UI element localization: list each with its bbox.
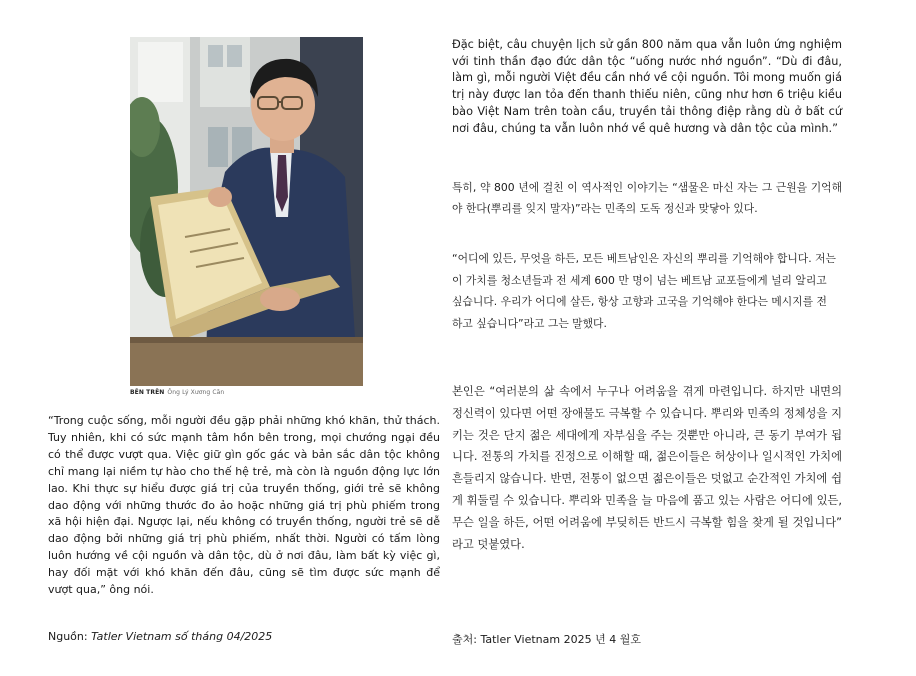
caption-label: BÊN TRÊN	[130, 389, 165, 396]
korean-paragraph-3: 본인은 “여러분의 삶 속에서 누구나 어려움을 겪게 마련입니다. 하지만 내면의 정신력이 있다면 어떤 장애물도 극복할 수 있습니다. 뿌리와 민족의 정체성을 지키는 것은 단지 젊은 세대에게 자부심을 주는 것뿐만 아니라, 큰 동기 부여가 됩니다. 전통의 가치를 진정으로 이해할 때, 젊은이들은 허상이나 일시적인 가치에 흔들리지 않습니다. 반면, 전통이 없으면 젊은이들은 덧없고 순간적인 가치에 쉽게 휘둘릴 수 있습니다. 뿌리와 민족을 늘 마음에 품고 있는 사람은 어디에 있든, 무슨 일을 하든, 어떤 어려움에 부딪히든 반드시 극복할 힘을 찾게 될 것입니다” 라고 덧붙였다.	[452, 385, 842, 551]
man-reading-book-illustration	[130, 37, 363, 386]
source-prefix: Nguồn:	[48, 630, 88, 643]
source-publication: Tatler Vietnam số tháng 04/2025	[91, 630, 273, 643]
vietnamese-quote-paragraph: “Trong cuộc sống, mỗi người đều gặp phải những khó khăn, thử thách. Tuy nhiên, khi có sức mạnh tâm hồn bên trong, mọi chướng ngại đều có thể được vượt qua. Việc giữ gìn gốc gác và bản sắc dân tộc không chỉ mang lại niềm tự hào cho thế hệ trẻ, mà còn là nguồn động lực lớn lao. Khi thực sự hiểu được giá trị của truyền thống, giới trẻ sẽ không dao động với những thước đo ảo hoặc những giá trị phù phiếm trong xã hội hiện đại. Ngược lại, nếu không có truyền thống, người trẻ sẽ dễ dao động bởi những giá trị phù phiếm, nhất thời. Người có tấm lòng luôn hướng về cội nguồn và dân tộc, dù ở nơi đâu, làm bất kỳ việc gì, hay đối mặt với khó khăn đến đâu, cũng sẽ tìm được sức mạnh để vượt qua,” ông nói.	[48, 414, 440, 597]
source-vietnamese	[48, 630, 272, 643]
vietnamese-intro-paragraph: Đặc biệt, câu chuyện lịch sử gần 800 năm qua vẫn luôn ứng nghiệm với tinh thần đạo đức dân tộc “uống nước nhớ nguồn”. “Dù đi đâu, làm gì, mỗi người Việt đều cần nhớ về cội nguồn. Tôi mong muốn giá trị này được lan tỏa đến thanh thiếu niên, cũng như hơn 6 triệu kiều bào Việt Nam trên toàn cầu, truyền tải thông điệp rằng dù ở bất cứ nơi đâu, chúng ta vẫn luôn nhớ về quê hương và dân tộc của mình.”	[452, 38, 842, 135]
korean-paragraph-1: 특히, 약 800 년에 걸친 이 역사적인 이야기는 “샘물은 마신 자는 그 근원을 기억해야 한다(뿌리를 잊지 말자)”라는 민족의 도독 정신과 맞닿아 있다.	[452, 181, 842, 215]
photo-caption	[130, 389, 363, 396]
source-korean: 출처: Tatler Vietnam 2025 년 4 월호	[452, 633, 641, 646]
article-photo	[130, 37, 363, 386]
caption-name: Ông Lý Xương Căn	[167, 389, 225, 396]
korean-paragraph-2: “어디에 있든, 무엇을 하든, 모든 베트남인은 자신의 뿌리를 기억해야 합니다. 저는 이 가치를 청소년들과 전 세계 600 만 명이 넘는 베트남 교포들에게 널리 알리고 싶습니다. 우리가 어디에 살든, 항상 고향과 고국을 기억해야 한다는 메시지를 전하고 싶습니다”라고 그는 말했다.	[452, 252, 836, 331]
